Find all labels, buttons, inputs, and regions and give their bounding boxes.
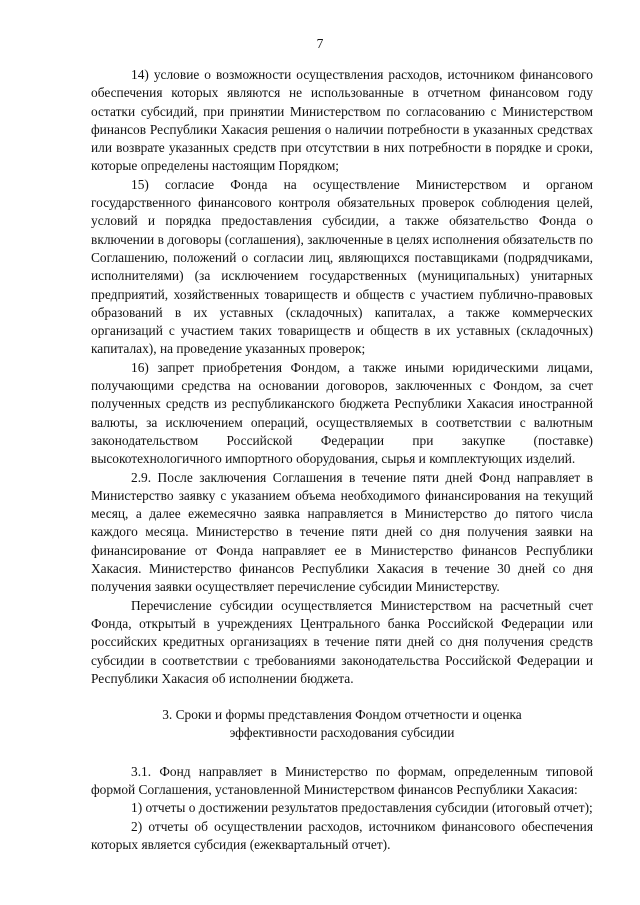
section-heading: 3. Сроки и формы представления Фондом отчетности и оценка эффективности расходования субсидии xyxy=(162,707,522,741)
page-number: 7 xyxy=(316,36,324,51)
paragraph-report-2: 2) отчеты об осуществлении расходов, источником финансового обеспечения которых является субсидия (ежеквартальный отчет). xyxy=(91,818,593,852)
paragraph-3-1: 3.1. Фонд направляет в Министерство по формам, определенным типовой формой Соглашения, установленной Министерством финансов Республики Хакасия: xyxy=(91,763,593,797)
paragraph-item-16: 16) запрет приобретения Фондом, а также иными юридическими лицами, получающими средства на основании договоров, заключенных с Фондом, за счет полученных средств из республиканского бюджета Республики Хакасия иностранной валюты, за исключением операций, осуществляемых в соответствии с валютным законодательством Российской Федерации при закупке (поставке) высокотехнологичного импортного оборудования, сырья и комплектующих изделий. xyxy=(91,359,593,467)
paragraph-report-1: 1) отчеты о достижении результатов предоставления субсидии (итоговый отчет); xyxy=(131,800,593,816)
paragraph-item-15: 15) согласие Фонда на осуществление Министерством и органом государственного финансового контроля обязательных проверок соблюдения целей, условий и порядка предоставления субсидии, а также обязательство Фонда о включении в договоры (соглашения), заключенные в целях исполнения обязательств по Соглашению, положений о согласии лиц, являющихся поставщиками (подрядчиками, исполнителями) (за исключением государственных (муниципальных) унитарных предприятий, хозяйственных товариществ и обществ с участием публично-правовых образований в их уставных (складочных) капиталах, а также коммерческих организаций с участием таких товариществ и обществ в их уставных (складочных) капиталах), на проведение указанных проверок; xyxy=(91,176,593,357)
paragraph-subsidy-transfer: Перечисление субсидии осуществляется Министерством на расчетный счет Фонда, открытый в учреждениях Центрального банка Российской Федерации или российских кредитных организациях в течение пяти дней со дня получения средств субсидии в соответствии с требованиями законодательства Российской Федерации и Республики Хакасия об исполнении бюджета. xyxy=(91,597,593,686)
document-body xyxy=(91,66,593,854)
paragraph-item-14: 14) условие о возможности осуществления расходов, источником финансового обеспечения которых являются не использованные в отчетном финансовом году остатки субсидий, при принятии Министерством по согласованию с Министерством финансов Республики Хакасия решения о наличии потребности в указанных средствах или возврате указанных средств при отсутствии в них потребности в порядке и сроки, которые определены настоящим Порядком; xyxy=(91,67,593,174)
paragraph-2-9: 2.9. После заключения Соглашения в течение пяти дней Фонд направляет в Министерство заявку с указанием объема необходимого финансирования на текущий месяц, а далее ежемесячно заявка направляется в Министерство до пятого числа каждого месяца. Министерство в течение пяти дней со дня получения заявки на финансирование от Фонда направляет ее в Министерство финансов Республики Хакасия. Министерство финансов Республики Хакасия в течение 30 дней со дня получения заявки осуществляет перечисление субсидии Министерству. xyxy=(91,469,593,595)
